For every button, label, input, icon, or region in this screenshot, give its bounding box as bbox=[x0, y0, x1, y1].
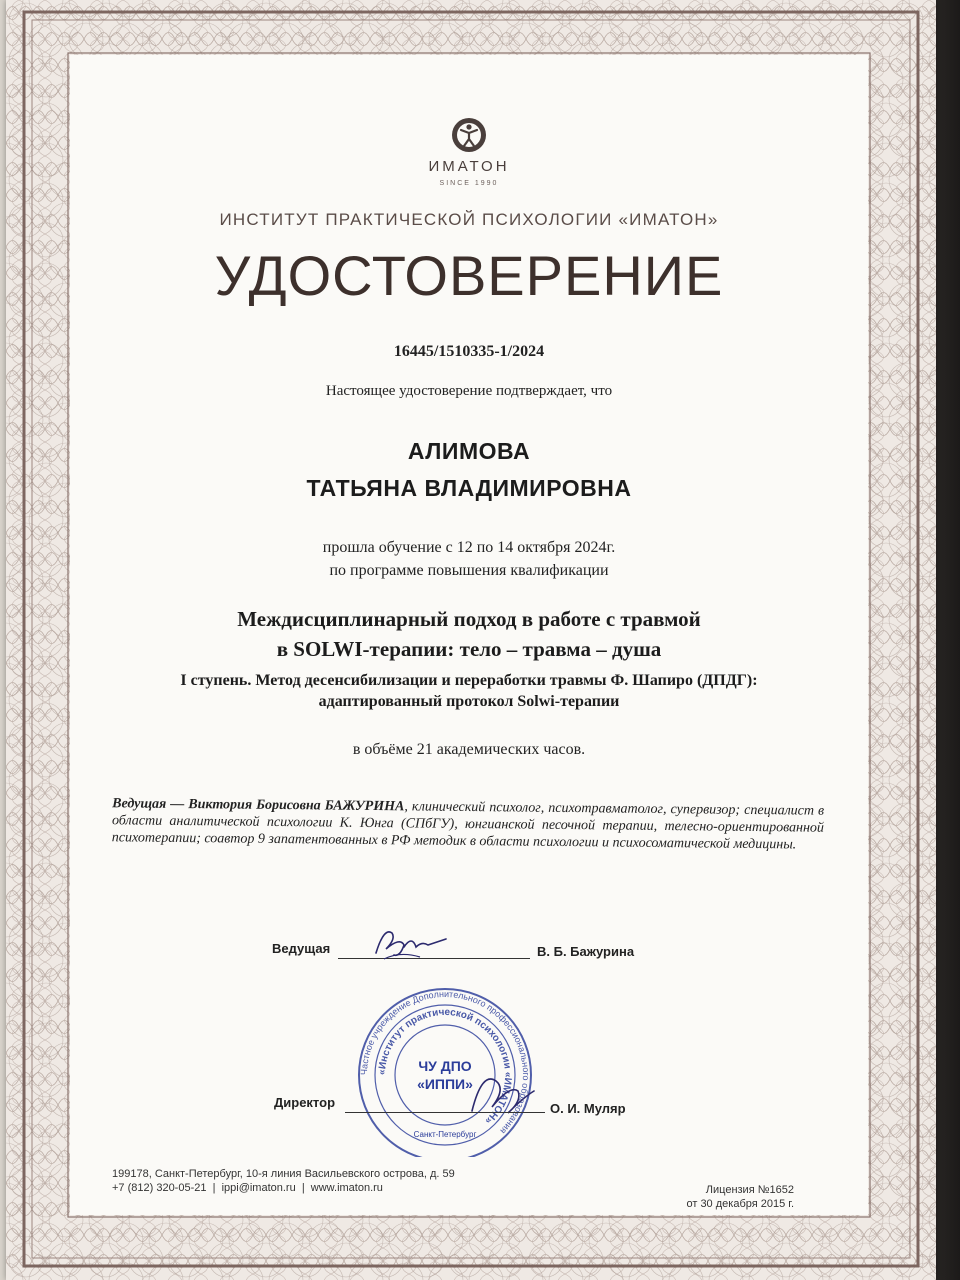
holder-given-names: ТАТЬЯНА ВЛАДИМИРОВНА bbox=[306, 475, 632, 501]
director-signature-line bbox=[345, 1112, 545, 1113]
lead-description bbox=[112, 795, 824, 853]
certificate-sheet bbox=[6, 0, 936, 1280]
footer-address: 199178, Санкт-Петербург, 10-я линия Васильевского острова, д. 59 bbox=[112, 1168, 455, 1180]
lead-name: Ведущая — Виктория Борисовна БАЖУРИНА bbox=[112, 796, 405, 815]
lead-signature-icon bbox=[370, 923, 450, 967]
stamp-city: Санкт-Петербург bbox=[413, 1130, 477, 1139]
certificate-body bbox=[70, 55, 868, 1215]
confirmation-text: Настоящее удостоверение подтверждает, что bbox=[325, 383, 613, 399]
imaton-logo-icon bbox=[436, 115, 502, 155]
director-signature-label: Директор bbox=[274, 1095, 336, 1110]
stamp-center-line2: «ИППИ» bbox=[417, 1076, 473, 1092]
program-step-line1: I ступень. Метод десенсибилизации и переработки травмы Ф. Шапиро (ДПДГ): bbox=[180, 672, 758, 689]
footer-phone-email-web: +7 (812) 320-05-21 | ippi@imaton.ru | www.imaton.ru bbox=[112, 1182, 383, 1194]
director-signature-name: О. И. Муляр bbox=[550, 1101, 626, 1116]
certificate-number: 16445/1510335-1/2024 bbox=[393, 343, 545, 360]
institute-name: ИНСТИТУТ ПРАКТИЧЕСКОЙ ПСИХОЛОГИИ «ИМАТОН» bbox=[219, 210, 719, 229]
logo-name: ИМАТОН bbox=[428, 158, 510, 175]
footer-contacts bbox=[112, 1167, 455, 1195]
document-title: УДОСТОВЕРЕНИЕ bbox=[214, 244, 724, 307]
lead-signature-name: В. Б. Бажурина bbox=[537, 944, 635, 959]
stamp-outer-text: Частное учреждение Дополнительного профессионального образования bbox=[358, 988, 532, 1137]
course-hours: в объёме 21 академических часов. bbox=[352, 741, 586, 758]
license-number: Лицензия №1652 bbox=[705, 1184, 794, 1196]
stamp-inner-text: «Институт практической психологии «ИМАТОН» bbox=[376, 1006, 514, 1127]
program-step-line2: адаптированный протокол Solwi-терапии bbox=[318, 693, 620, 710]
training-dates: прошла обучение с 12 по 14 октября 2024г. bbox=[322, 539, 616, 556]
footer-license bbox=[686, 1183, 794, 1211]
logo-since: SINCE 1990 bbox=[439, 180, 499, 187]
lead-signature-label: Ведущая bbox=[272, 941, 331, 956]
program-title-line2: в SOLWI-терапии: тело – травма – душа bbox=[276, 637, 662, 661]
training-type: по программе повышения квалификации bbox=[329, 562, 609, 579]
program-title-line1: Междисциплинарный подход в работе с травмой bbox=[237, 607, 701, 631]
lead-credentials: , клинический психолог, психотравматолог, супервизор; специалист в области аналитической психологии К. Юнга (СПбГУ), юнгианской песочной терапии, телесно-ориентированной психотерапии; соавтор 9 запатентованных в РФ методик в области психологии и психосоматической медицины. bbox=[111, 799, 825, 853]
stamp-center-line1: ЧУ ДПО bbox=[418, 1058, 472, 1074]
holder-surname: АЛИМОВА bbox=[407, 438, 531, 464]
license-date: от 30 декабря 2015 г. bbox=[686, 1198, 794, 1210]
director-signature-icon bbox=[462, 1061, 542, 1131]
